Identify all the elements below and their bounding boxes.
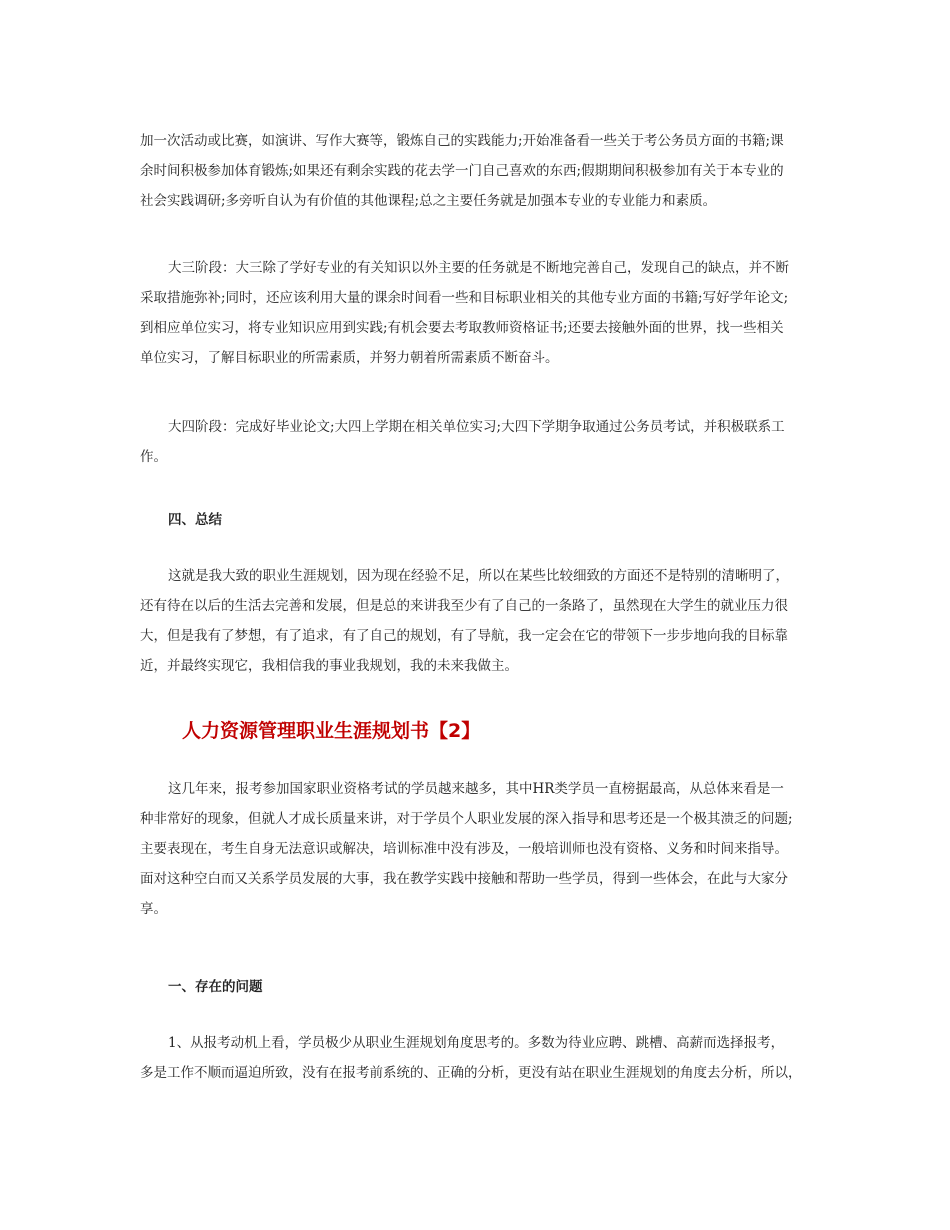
- text-line: 大，但是我有了梦想，有了追求，有了自己的规划，有了导航，我一定会在它的带领下一步步地向我的目标靠: [140, 628, 788, 644]
- text-line: 社会实践调研;多旁听自认为有价值的其他课程;总之主要任务就是加强本专业的专业能力和素质。: [140, 193, 717, 209]
- text-line: 面对这种空白而又关系学员发展的大事，我在教学实践中接触和帮助一些学员，得到一些体会，在此与大家分: [140, 871, 788, 887]
- text-line: 大三阶段：大三除了学好专业的有关知识以外主要的任务就是不断地完善自己，发现自己的缺点，并不断: [168, 260, 789, 276]
- text-line: 享。: [140, 901, 167, 917]
- text-line: 近，并最终实现它，我相信我的事业我规划，我的未来我做主。: [140, 658, 518, 674]
- section-heading-problems: 一、存在的问题: [168, 979, 263, 995]
- text-line: 加一次活动或比赛，如演讲、写作大赛等，锻炼自己的实践能力;开始准备看一些关于考公务员方面的书籍;课: [140, 133, 784, 149]
- text-line: 作。: [140, 449, 167, 465]
- text-line: 余时间积极参加体育锻炼;如果还有剩余实践的花去学一门自己喜欢的东西;假期期间积极参加有关于本专业的: [140, 163, 784, 179]
- text-line: 这就是我大致的职业生涯规划，因为现在经验不足，所以在某些比较细致的方面还不是特别的清晰明了，: [168, 568, 789, 584]
- text-line: 单位实习，了解目标职业的所需素质，并努力朝着所需素质不断奋斗。: [140, 350, 559, 366]
- text-line: 还有待在以后的生活去完善和发展，但是总的来讲我至少有了自己的一条路了，虽然现在大学生的就业压力很: [140, 598, 788, 614]
- document-title: 人力资源管理职业生涯规划书【2】: [182, 720, 481, 742]
- paragraph-junior-year: [140, 253, 820, 373]
- paragraph-summary: [140, 561, 820, 681]
- text-line: 主要表现在，考生自身无法意识或解决，培训标准中没有涉及，一般培训师也没有资格、义务和时间来指导。: [140, 841, 788, 857]
- text-line: 采取措施弥补;同时，还应该利用大量的课余时间看一些和目标职业相关的其他专业方面的书籍;写好学年论文;: [140, 290, 789, 306]
- text-line: 1、从报考动机上看，学员极少从职业生涯规划角度思考的。多数为待业应聘、跳槽、高薪而选择报考，: [168, 1035, 785, 1051]
- text-line: 大四阶段：完成好毕业论文;大四上学期在相关单位实习;大四下学期争取通过公务员考试，并积极联系工: [168, 419, 785, 435]
- paragraph-study-plan-continued: [140, 126, 820, 216]
- text-line: 到相应单位实习，将专业知识应用到实践;有机会要去考取教师资格证书;还要去接触外面的世界，找一些相关: [140, 320, 784, 336]
- paragraph-senior-year: [140, 412, 820, 472]
- paragraph-problem-1: [140, 1028, 820, 1088]
- text-line: 种非常好的现象，但就人才成长质量来讲，对于学员个人职业发展的深入指导和思考还是一个极其溃乏的问题;: [140, 811, 793, 827]
- text-line: 多是工作不顺而逼迫所致，没有在报考前系统的、正确的分析，更没有站在职业生涯规划的角度去分析，所以，: [140, 1065, 802, 1081]
- paragraph-intro: [140, 774, 820, 924]
- section-heading-summary: 四、总结: [168, 512, 222, 528]
- text-line: 这几年来，报考参加国家职业资格考试的学员越来越多，其中HR类学员一直榜据最高，从总体来看是一: [168, 781, 784, 797]
